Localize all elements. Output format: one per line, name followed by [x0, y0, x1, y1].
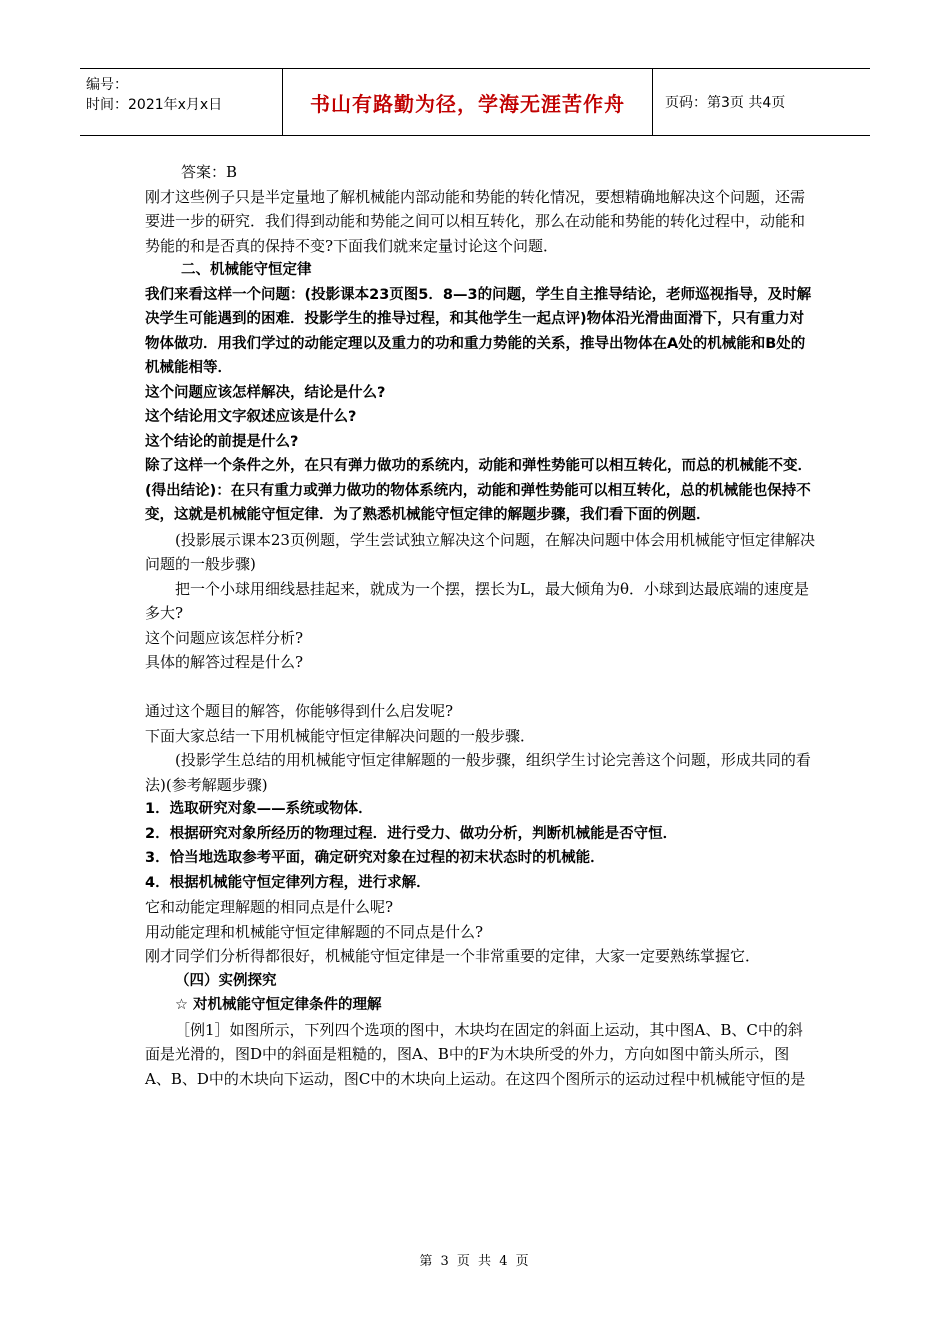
section-heading: 二、机械能守恒定律: [181, 262, 312, 278]
question-line: 它和动能定理解题的相同点是什么呢?: [145, 898, 394, 916]
step-item: 2．根据研究对象所经历的物理过程．进行受力、做功分析，判断机械能是否守恒．: [145, 825, 678, 842]
subsection-heading: ☆ 对机械能守恒定律条件的理解: [175, 997, 382, 1013]
bold-question: 这个问题应该怎样解决，结论是什么?: [145, 384, 386, 401]
step-item: 1．选取研究对象——系统或物体．: [145, 801, 373, 817]
bold-question: 这个结论的前提是什么?: [145, 433, 299, 450]
spacer: [145, 675, 815, 700]
paragraph: 下面大家总结一下用机械能守恒定律解决问题的一般步骤．: [145, 726, 536, 745]
paragraph: (投影学生总结的用机械能守恒定律解题的一般步骤，组织学生讨论完善这个问题，形成共同的看法)(参考解题步骤): [145, 751, 811, 794]
section-heading: （四）实例探究: [175, 972, 277, 989]
header-page-info: 页码：第3页 共4页: [665, 95, 786, 111]
example-problem: 把一个小球用细线悬挂起来，就成为一个摆，摆长为L，最大倾角为θ．小球到达最底端的速度是多大?: [145, 579, 809, 622]
question-line: 这个问题应该怎样分析?: [145, 628, 304, 647]
answer-line: 答案：B: [181, 163, 238, 181]
number-label: 编号：: [86, 77, 128, 93]
question-line: 通过这个题目的解答，你能够得到什么启发呢?: [145, 702, 454, 720]
motto: 书山有路勤为径，学海无涯苦作舟: [310, 91, 625, 116]
page-footer: 第 3 页 共 4 页: [419, 1254, 531, 1269]
bold-paragraph: 除了这样一个条件之外，在只有弹力做功的系统内，动能和弹性势能可以相互转化，而总的机械能不变．: [145, 458, 812, 474]
document-body: [145, 160, 815, 1091]
date-label: 时间：2021年x月x日: [86, 97, 223, 113]
question-line: 用动能定理和机械能守恒定律解题的不同点是什么?: [145, 922, 484, 941]
conclusion-paragraph: (得出结论)：在只有重力或弹力做功的物体系统内，动能和弹性势能可以相互转化，总的机械能也保持不变，这就是机械能守恒定律．为了熟悉机械能守恒定律的解题步骤，我们看下面的例题．: [145, 482, 811, 523]
step-item: 4．根据机械能守恒定律列方程，进行求解．: [145, 874, 431, 891]
bold-question: 这个结论用文字叙述应该是什么?: [145, 409, 357, 425]
paragraph: 刚才同学们分析得都很好，机械能守恒定律是一个非常重要的定律，大家一定要熟练掌握它．: [145, 947, 761, 965]
paragraph: 刚才这些例子只是半定量地了解机械能内部动能和势能的转化情况，要想精确地解决这个问题，还需要进一步的研究．我们得到动能和势能之间可以相互转化，那么在动能和势能的转化过程中，动能和势能的和是否真的保持不变?下面我们就来定量讨论这个问题．: [145, 187, 806, 255]
example-paragraph: ［例1］如图所示，下列四个选项的图中，木块均在固定的斜面上运动，其中图A、B、C中的斜面是光滑的，图D中的斜面是粗糙的，图A、B中的F为木块所受的外力，方向如图中箭头所示，图A、B、D中的木块向下运动，图C中的木块向上运动。在这四个图所示的运动过程中机械能守恒的是: [145, 1020, 806, 1088]
page-header: [80, 68, 870, 136]
header-motto-cell: [283, 69, 653, 135]
step-item: 3．恰当地选取参考平面，确定研究对象在过程的初末状态时的机械能．: [145, 850, 605, 866]
bold-paragraph: 我们来看这样一个问题：(投影课本23页图5．8—3的问题，学生自主推导结论，老师巡视指导，及时解决学生可能遇到的困难．投影学生的推导过程，和其他学生一起点评)物体沿光滑曲面滑下，只有重力对物体做功．用我们学过的动能定理以及重力的功和重力势能的关系，推导出物体在A处的机械能和B处的机械能相等．: [145, 286, 812, 376]
header-meta: [80, 69, 283, 135]
question-line: 具体的解答过程是什么?: [145, 653, 304, 671]
paragraph: (投影展示课本23页例题，学生尝试独立解决这个问题，在解决问题中体会用机械能守恒定律解决问题的一般步骤): [145, 530, 815, 573]
